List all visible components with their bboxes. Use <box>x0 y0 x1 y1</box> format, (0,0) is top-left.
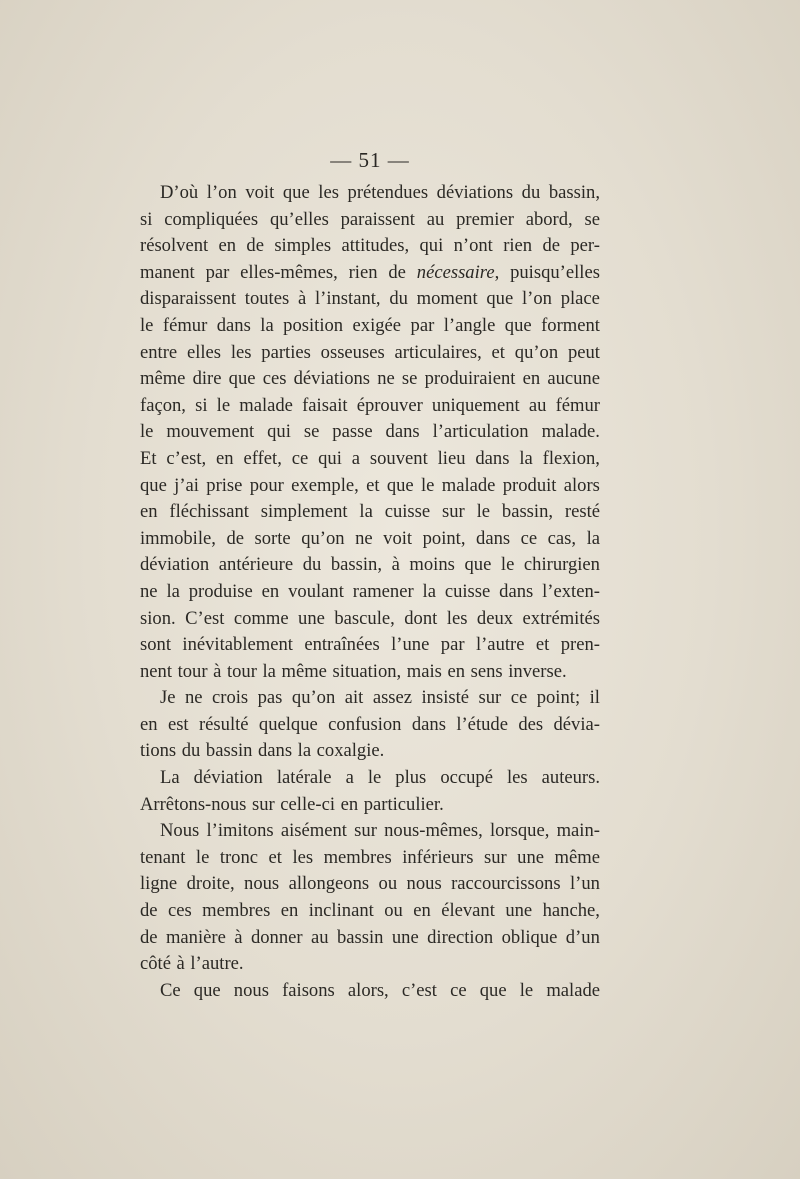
text-line: si compliquées qu’elles paraissent au premier abord, se <box>140 208 600 230</box>
text-line: Et c’est, en effet, ce qui a souvent lieu dans la flexion, <box>140 447 600 469</box>
text-line: résolvent en de simples attitudes, qui n’ont rien de per- <box>140 235 600 257</box>
text-line: Arrêtons-nous sur celle-ci en particulier. <box>140 793 444 815</box>
text-line: entre elles les parties osseuses articulaires, et qu’on peut <box>140 341 600 363</box>
text-line: de manière à donner au bassin une direction oblique d’un <box>140 926 600 948</box>
text-line: sont inévitablement entraînées l’une par l’autre et pren- <box>140 634 600 656</box>
text-line: Nous l’imitons aisément sur nous-mêmes, lorsque, main- <box>160 820 600 842</box>
text-line: en fléchissant simplement la cuisse sur le bassin, resté <box>140 501 600 523</box>
text-line: façon, si le malade faisait éprouver uniquement au fémur <box>140 394 600 416</box>
text-line: déviation antérieure du bassin, à moins que le chirurgien <box>140 554 600 576</box>
text-line: D’où l’on voit que les prétendues déviations du bassin, <box>160 182 600 203</box>
text-line: Je ne crois pas qu’on ait assez insisté sur ce point; il <box>160 687 600 709</box>
text-line: ne la produise en voulant ramener la cuisse dans l’exten- <box>140 580 600 602</box>
text-line: tions du bassin dans la coxalgie. <box>140 740 385 762</box>
text-line: Ce que nous faisons alors, c’est ce que le malade <box>160 979 600 1001</box>
text-line: manent par elles-mêmes, rien de nécessaire, puisqu’elles <box>140 261 600 283</box>
text-line: tenant le tronc et les membres inférieurs sur une même <box>140 846 600 868</box>
text-line: sion. C’est comme une bascule, dont les deux extrémités <box>140 607 600 629</box>
text-line: disparaissent toutes à l’instant, du moment que l’on place <box>140 288 600 310</box>
text-line: en est résulté quelque confusion dans l’étude des dévia- <box>140 713 600 735</box>
text-line: de ces membres en inclinant ou en élevant une hanche, <box>140 900 600 922</box>
text-line: ligne droite, nous allongeons ou nous raccourcissons l’un <box>140 873 600 895</box>
text-line: le mouvement qui se passe dans l’articulation malade. <box>140 421 600 443</box>
text-line: même dire que ces déviations ne se produiraient en aucune <box>140 368 600 390</box>
text-line: le fémur dans la position exigée par l’angle que forment <box>140 314 600 336</box>
text-line: que j’ai prise pour exemple, et que le malade produit alors <box>140 474 600 496</box>
page-number: — 51 — <box>330 148 410 172</box>
text-line: côté à l’autre. <box>140 953 244 975</box>
text-line: La déviation latérale a le plus occupé les auteurs. <box>160 767 600 789</box>
text-line: nent tour à tour la même situation, mais en sens inverse. <box>140 660 567 682</box>
body-text <box>140 180 600 1004</box>
text-line: immobile, de sorte qu’on ne voit point, dans ce cas, la <box>140 527 600 549</box>
